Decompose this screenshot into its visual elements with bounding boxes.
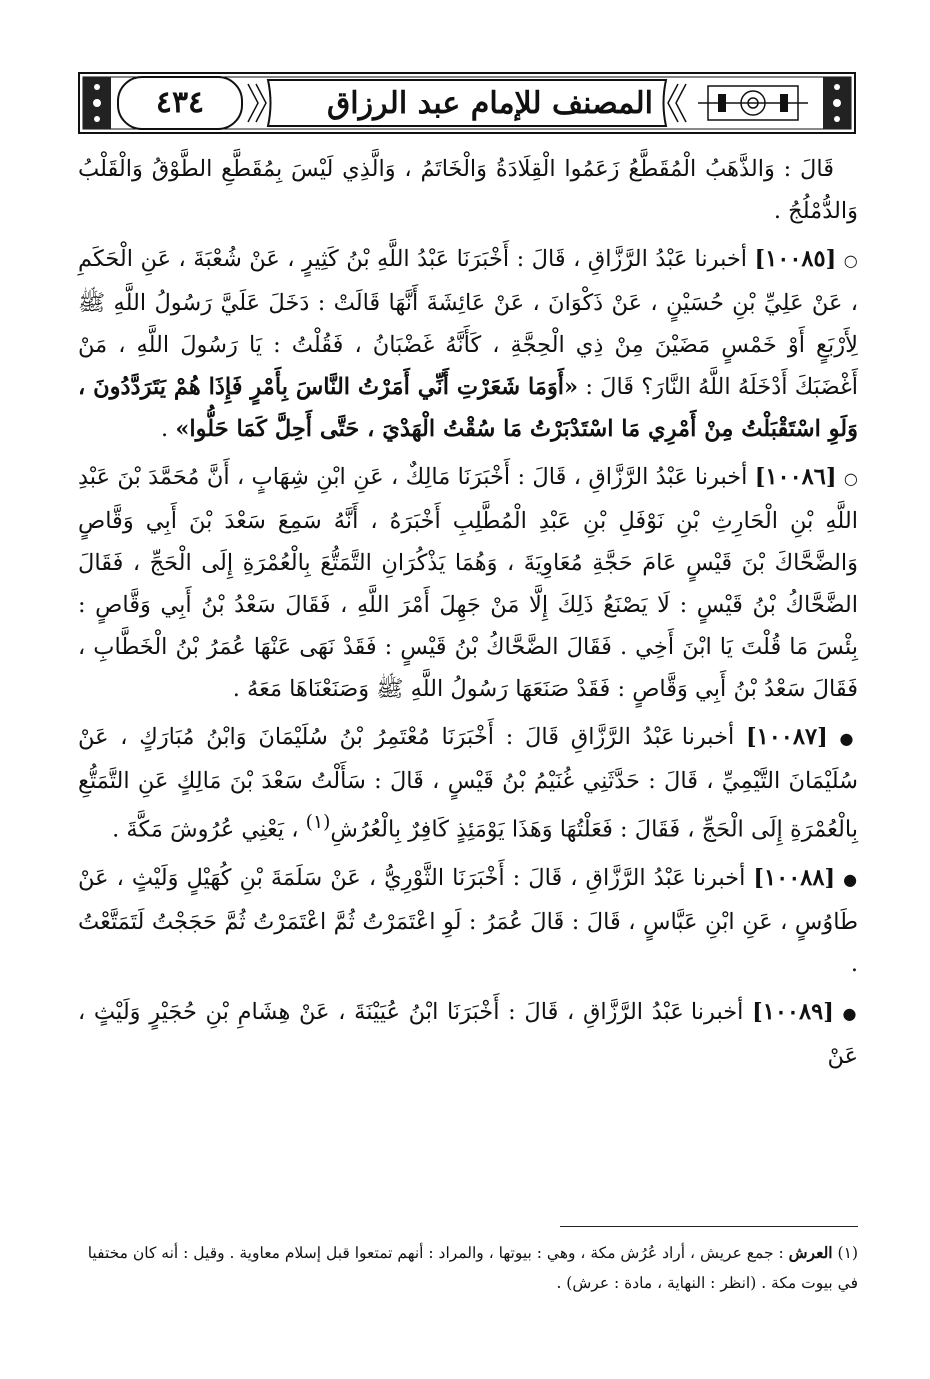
hadith-number: [١٠٠٨٦]: [754, 464, 837, 490]
hadith-tail: ، يَعْنِي عُرُوشَ مَكَّةَ .: [112, 816, 306, 843]
hadith-number: [١٠٠٨٨]: [753, 864, 836, 891]
hadith-matn: «أَوَمَا شَعَرْتِ أَنِّي أَمَرْتُ النَّاسَ بِأَمْرٍ فَإِذَا هُمْ يَتَرَدَّدُونَ ، وَلَوِ اسْتَقْبَلْتُ مِنْ أَمْرِي مَا اسْتَدْبَرْتُ مَا سُقْتُ الْهَدْيَ ، حَتَّى أَحِلَّ كَمَا حَلُّوا»: [78, 374, 858, 442]
hadith-number: [١٠٠٨٥]: [754, 246, 837, 272]
hadith-text: أخبرنا عَبْدُ الرَّزَّاقِ ، قَالَ : أَخْبَرَنَا ابْنُ عُيَيْنَةَ ، عَنْ هِشَامِ بْنِ حُجَيْرٍ وَلَيْثٍ ، عَنْ: [78, 998, 858, 1069]
hadith-entry: [78, 716, 858, 851]
footnote-text: : جمع عريش ، أراد عُرُش مكة ، وهي : بيوتها ، والمراد : أنهم تمتعوا قبل إسلام معاوية . وقيل : أنه كان مختفيا في بيوت مكة . (انظر : النهاية ، مادة : عرش) .: [87, 1244, 858, 1292]
paragraph: [78, 148, 858, 232]
hadith-text: أخبرنا عَبْدُ الرَّزَّاقِ ، قَالَ : أَخْبَرَنَا مَالِكٌ ، عَنِ ابْنِ شِهَابٍ ، أَنَّ مُحَمَّدَ بْنَ عَبْدِ اللَّهِ بْنِ الْحَارِثِ بْنِ نَوْفَلِ بْنِ عَبْدِ الْمُطَّلِبِ أَخْبَرَهُ ، أَنَّهُ سَمِعَ سَعْدَ بْنَ أَبِي وَقَّاصٍ وَالضَّحَّاكَ بْنَ قَيْسٍ عَامَ حَجَّةِ مُعَاوِيَةَ ، وَهُمَا يَذْكُرَانِ التَّمَتُّعَ بِالْعُمْرَةِ إِلَى الْحَجِّ ، فَقَالَ الضَّحَّاكُ بْنُ قَيْسٍ : لَا يَصْنَعُ ذَلِكَ إِلَّا مَنْ جَهِلَ أَمْرَ اللَّهِ ، فَقَالَ سَعْدُ بْنُ أَبِي وَقَّاصٍ : بِئْسَ مَا قُلْتَ يَا ابْنَ أَخِي . فَقَالَ الضَّحَّاكُ بْنُ قَيْسٍ : فَقَدْ نَهَى عَنْهَا عُمَرُ بْنُ الْخَطَّابِ ، فَقَالَ سَعْدُ بْنُ أَبِي وَقَّاصٍ : فَقَدْ صَنَعَهَا رَسُولُ اللَّهِ ﷺ وَصَنَعْنَاهَا مَعَهُ .: [78, 464, 858, 702]
footnote-headword: العرش: [788, 1243, 833, 1262]
hadith-entry: [78, 238, 858, 450]
footnote-divider: [560, 1226, 858, 1227]
entry-marker-icon: ○: [843, 251, 858, 270]
hadith-number: [١٠٠٨٧]: [745, 724, 828, 750]
main-text: [78, 148, 858, 1083]
hadith-isnad: أخبرنا عَبْدُ الرَّزَّاقِ ، قَالَ : أَخْبَرَنَا عَبْدُ اللَّهِ بْنُ كَثِيرٍ ، عَنْ شُعْبَةَ ، عَنِ الْحَكَمِ ، عَنْ عَلِيِّ بْنِ حُسَيْنٍ ، عَنْ ذَكْوَانَ ، عَنْ عَائِشَةَ أَنَّهَا قَالَتْ : دَخَلَ عَلَيَّ رَسُولُ اللَّهِ ﷺ لِأَرْبَعٍ أَوْ خَمْسٍ مَضَيْنَ مِنْ ذِي الْحِجَّةِ ، كَأَنَّهُ غَضْبَانُ ، فَقُلْتُ : يَا رَسُولَ اللَّهِ ، مَنْ أَغْضَبَكَ أَدْخَلَهُ اللَّهُ النَّارَ؟ قَالَ :: [78, 246, 858, 400]
entry-marker-icon: ●: [839, 729, 858, 748]
hadith-number: [١٠٠٨٩]: [752, 998, 834, 1025]
entry-marker-icon: ○: [843, 469, 858, 488]
hadith-entry: [78, 857, 858, 985]
footnote-mark: (١): [837, 1244, 858, 1262]
hadith-end: .: [161, 416, 176, 442]
footnotes: [78, 1238, 858, 1298]
hadith-entry: [78, 456, 858, 710]
paragraph-text: قَالَ : وَالذَّهَبُ الْمُقَطَّعُ زَعَمُوا الْقِلَادَةُ وَالْخَاتَمُ ، وَالَّذِي لَيْسَ بِمُقَطَّعِ الطَّوْقُ وَالْقَلْبُ وَالدُّمْلُجُ .: [78, 156, 858, 224]
footnote-reference[interactable]: (١): [305, 812, 331, 833]
running-title: المصنف للإمام عبد الرزاق: [327, 85, 653, 121]
hadith-entry: [78, 991, 858, 1077]
page-number: ٤٣٤: [155, 84, 205, 120]
hadith-text: أخبرنا عَبْدُ الرَّزَّاقِ ، قَالَ : أَخْبَرَنَا الثَّوْرِيُّ ، عَنْ سَلَمَةَ بْنِ كُهَيْلٍ وَلَيْثٍ ، عَنْ طَاوُسٍ ، عَنِ ابْنِ عَبَّاسٍ ، قَالَ : قَالَ عُمَرُ : لَوِ اعْتَمَرْتُ ثُمَّ اعْتَمَرْتُ ثُمَّ حَجَجْتُ لَتَمَتَّعْتُ .: [78, 864, 858, 977]
entry-marker-icon: ●: [843, 869, 858, 889]
entry-marker-icon: ●: [842, 1003, 859, 1023]
hadith-text: أخبرنا عَبْدُ الرَّزَّاقِ قَالَ : أَخْبَرَنَا مُعْتَمِرُ بْنُ سُلَيْمَانَ وَابْنُ مُبَارَكٍ ، عَنْ سُلَيْمَانَ التَّيْمِيِّ ، قَالَ : حَدَّثَنِي غُنَيْمُ بْنُ قَيْسٍ ، قَالَ : سَأَلْتُ سَعْدَ بْنَ مَالِكٍ عَنِ التَّمَتُّعِ بِالْعُمْرَةِ إِلَى الْحَجِّ ، فَقَالَ : فَعَلْتُهَا وَهَذَا يَوْمَئِذٍ كَافِرٌ بِالْعُرُشِ: [78, 724, 858, 843]
